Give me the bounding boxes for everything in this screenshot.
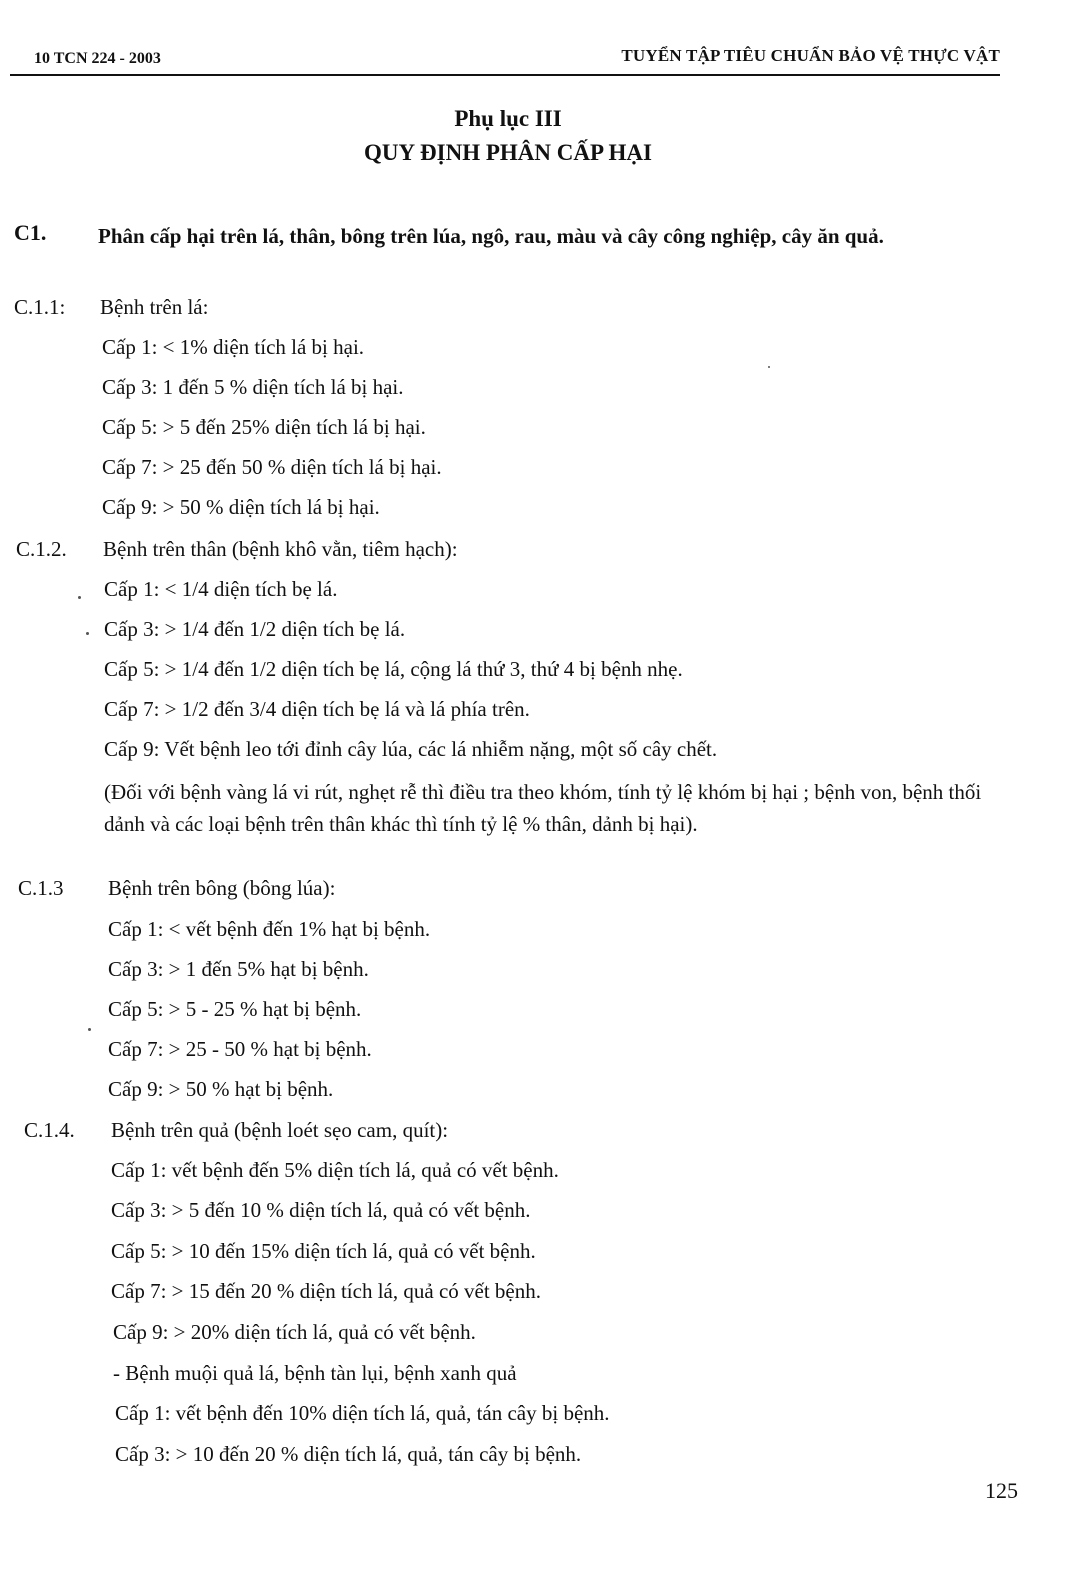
list-item: Cấp 5: > 5 đến 25% diện tích lá bị hại. xyxy=(102,415,426,439)
note-paragraph: (Đối với bệnh vàng lá vi rút, nghẹt rễ thì điều tra theo khóm, tính tỷ lệ khóm bị hại ; bệnh von, bệnh thối dảnh và các loại bệnh trên thân khác thì tính tỷ lệ % thân, dảnh bị hại). xyxy=(104,780,982,836)
list-item: Cấp 9: > 50 % diện tích lá bị hại. xyxy=(102,495,380,519)
section-c12-number: C.1.2. xyxy=(16,537,67,561)
section-c1-heading: Phân cấp hại trên lá, thân, bông trên lúa, ngô, rau, màu và cây công nghiệp, cây ăn quả. xyxy=(98,224,884,248)
list-item: Cấp 7: > 25 đến 50 % diện tích lá bị hại. xyxy=(102,455,442,479)
list-item: Cấp 7: > 1/2 đến 3/4 diện tích bẹ lá và lá phía trên. xyxy=(104,697,530,721)
section-c14-heading: Bệnh trên quả (bệnh loét sẹo cam, quít): xyxy=(111,1118,449,1142)
section-c12-heading: Bệnh trên thân (bệnh khô vằn, tiêm hạch): xyxy=(103,537,458,561)
list-item: Cấp 5: > 5 - 25 % hạt bị bệnh. xyxy=(108,997,362,1021)
section-c13-heading: Bệnh trên bông (bông lúa): xyxy=(108,876,336,900)
section-c13-number: C.1.3 xyxy=(18,876,64,900)
list-item: Cấp 7: > 15 đến 20 % diện tích lá, quả có vết bệnh. xyxy=(111,1279,541,1303)
list-item: Cấp 1: vết bệnh đến 10% diện tích lá, quả, tán cây bị bệnh. xyxy=(115,1401,610,1425)
list-item: Cấp 3: > 5 đến 10 % diện tích lá, quả có vết bệnh. xyxy=(111,1198,531,1222)
section-c11-heading: Bệnh trên lá: xyxy=(100,295,209,319)
list-item: Cấp 1: < vết bệnh đến 1% hạt bị bệnh. xyxy=(108,917,431,941)
list-item: Cấp 3: 1 đến 5 % diện tích lá bị hại. xyxy=(102,375,404,399)
section-c11-number: C.1.1: xyxy=(14,295,66,319)
appendix-title: QUY ĐỊNH PHÂN CẤP HẠI xyxy=(364,140,652,165)
list-item: Cấp 7: > 25 - 50 % hạt bị bệnh. xyxy=(108,1037,372,1061)
appendix-label: Phụ lục III xyxy=(454,106,562,131)
list-item: Cấp 3: > 1 đến 5% hạt bị bệnh. xyxy=(108,957,369,981)
scan-speck xyxy=(86,632,89,635)
scan-speck xyxy=(768,366,770,368)
scan-speck xyxy=(88,1028,91,1031)
list-item: Cấp 9: > 20% diện tích lá, quả có vết bệnh. xyxy=(113,1320,476,1344)
list-item: Cấp 5: > 10 đến 15% diện tích lá, quả có vết bệnh. xyxy=(111,1239,536,1263)
page-number: 125 xyxy=(985,1478,1018,1503)
list-item: Cấp 1: < 1% diện tích lá bị hại. xyxy=(102,335,365,359)
list-item: Cấp 1: < 1/4 diện tích bẹ lá. xyxy=(104,577,338,601)
section-c1-number: C1. xyxy=(14,220,47,245)
list-item: Cấp 3: > 10 đến 20 % diện tích lá, quả, tán cây bị bệnh. xyxy=(115,1442,582,1466)
list-item: Cấp 1: vết bệnh đến 5% diện tích lá, quả có vết bệnh. xyxy=(111,1158,559,1182)
scan-speck xyxy=(78,596,81,599)
list-item: Cấp 5: > 1/4 đến 1/2 diện tích bẹ lá, cộng lá thứ 3, thứ 4 bị bệnh nhẹ. xyxy=(104,657,683,681)
list-item: Cấp 9: > 50 % hạt bị bệnh. xyxy=(108,1077,334,1101)
collection-title: TUYỂN TẬP TIÊU CHUẨN BẢO VỆ THỰC VẬT xyxy=(621,46,1000,65)
list-item: Cấp 3: > 1/4 đến 1/2 diện tích bẹ lá. xyxy=(104,617,406,641)
list-item: Cấp 9: Vết bệnh leo tới đỉnh cây lúa, các lá nhiễm nặng, một số cây chết. xyxy=(104,737,718,761)
page-header xyxy=(10,46,1000,76)
section-c14-number: C.1.4. xyxy=(24,1118,75,1142)
standard-code: 10 TCN 224 - 2003 xyxy=(34,50,161,67)
subsection-heading: - Bệnh muội quả lá, bệnh tàn lụi, bệnh xanh quả xyxy=(113,1361,517,1385)
